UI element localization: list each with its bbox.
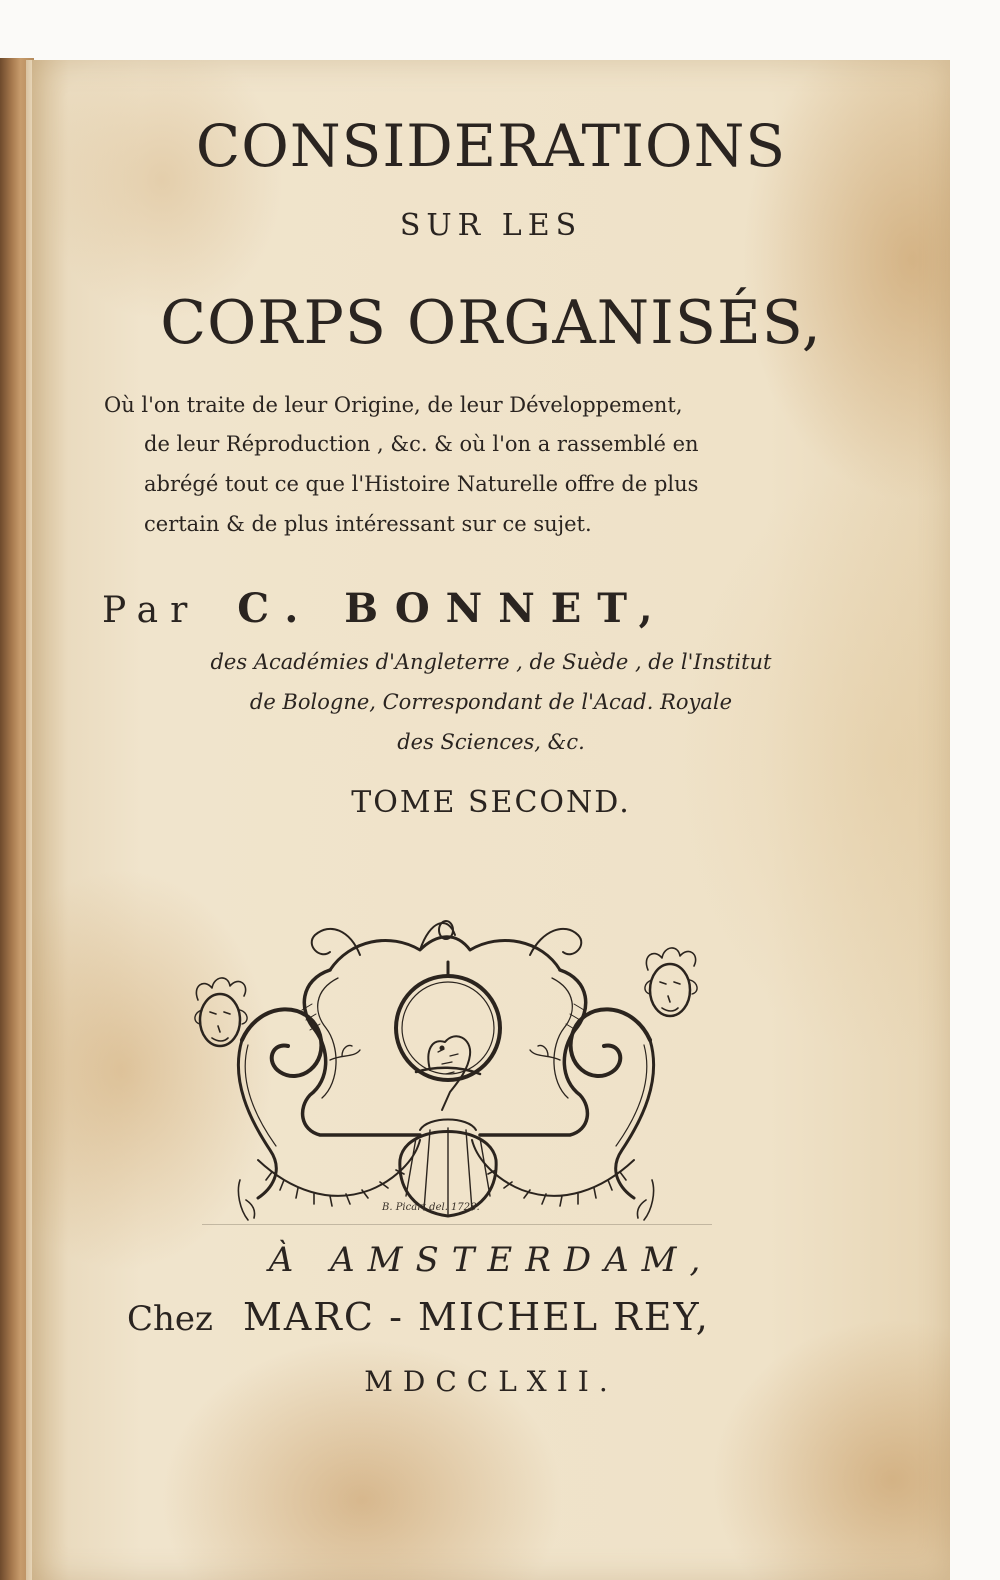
author-affiliation: de Bologne, Correspondant de l'Acad. Royale — [249, 690, 733, 714]
subtitle-line: Où l'on traite de leur Origine, de leur Développement, — [104, 393, 683, 417]
imprint-publisher: MARC - MICHEL REY, — [242, 1295, 710, 1339]
engraver-credit: B. Picart del. 1728. — [382, 1202, 480, 1213]
subtitle-line: certain & de plus intéressant sur ce sujet. — [144, 512, 592, 536]
author-affiliation: des Académies d'Angleterre , de Suède , de l'Institut — [210, 650, 772, 674]
imprint-city: À AMSTERDAM, — [268, 1240, 714, 1280]
title-line-1: CONSIDERATIONS — [195, 112, 787, 180]
plate-mark — [202, 1224, 712, 1225]
title-page — [32, 60, 950, 1580]
imprint-year: MDCCLXII. — [364, 1365, 618, 1398]
author-prefix: Par — [102, 590, 200, 631]
imprint-chez: Chez — [127, 1299, 213, 1339]
imprint-publisher-line — [127, 1295, 710, 1339]
author-name: C. BONNET, — [237, 585, 669, 632]
engraved-vignette — [180, 860, 712, 1255]
title-line-3: CORPS ORGANISÉS, — [160, 288, 822, 358]
title-line-2: SUR LES — [399, 208, 583, 243]
volume-label: TOME SECOND. — [351, 785, 631, 820]
author-affiliation: des Sciences, &c. — [397, 730, 585, 754]
subtitle-line: abrégé tout ce que l'Histoire Naturelle offre de plus — [144, 472, 699, 496]
author-line — [102, 585, 882, 632]
subtitle-line: de leur Réproduction , &c. & où l'on a rassemblé en — [144, 432, 699, 456]
